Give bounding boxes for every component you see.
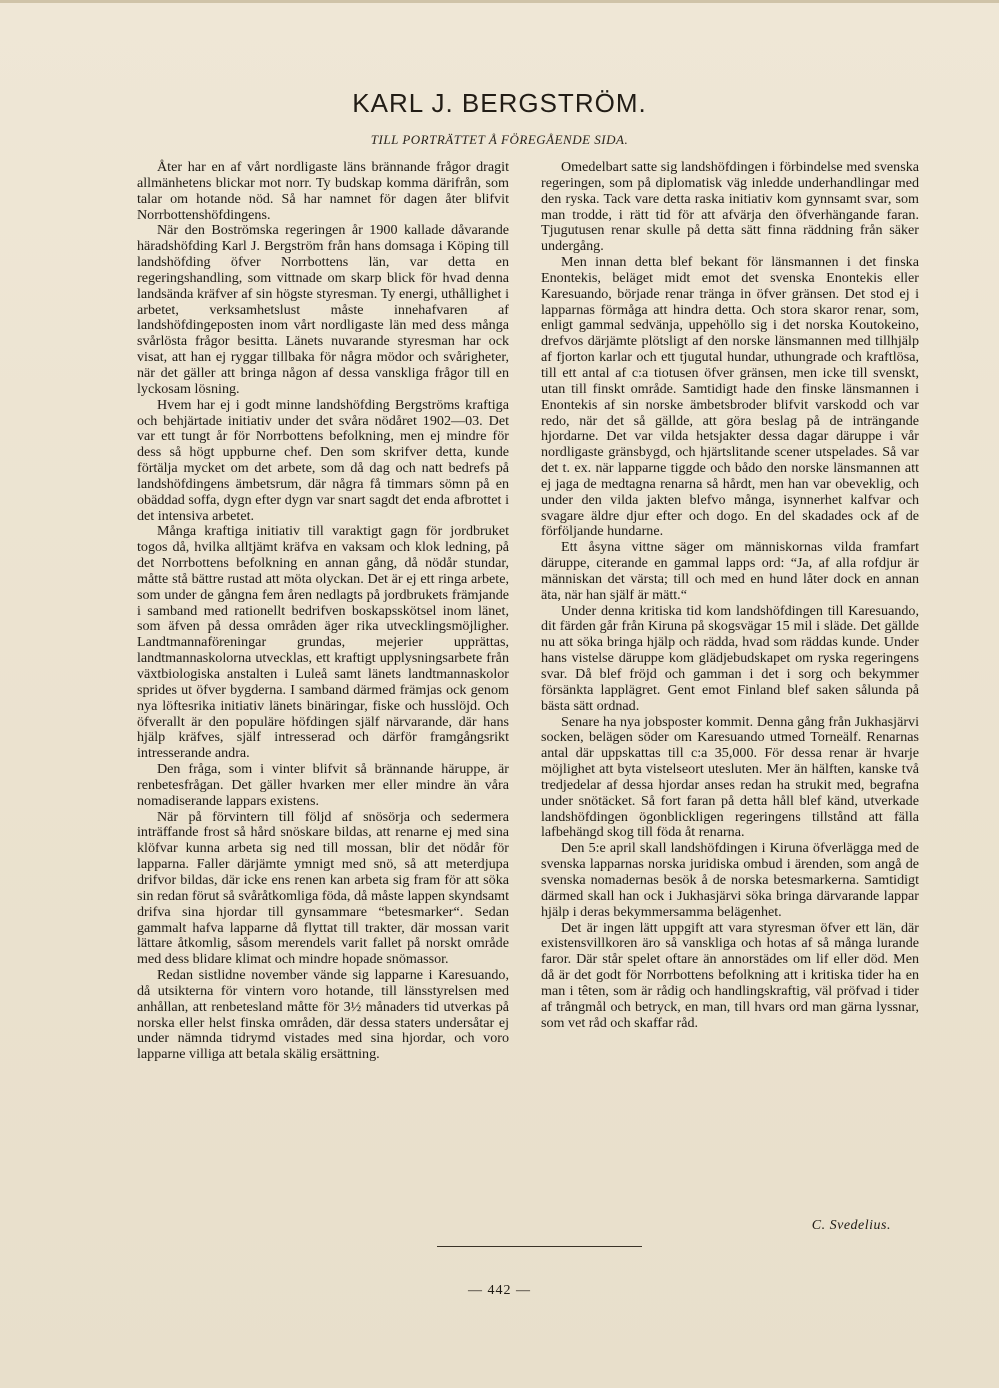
paragraph: Ett åsyna vittne säger om människornas vilda framfart däruppe, citerande en gammal lapps ord: “Ja, af alla rofdjur är människan det värsta; till och med en hund låter dock en annan äta, när han själf är mätt.“: [541, 539, 919, 603]
paragraph: Omedelbart satte sig landshöfdingen i förbindelse med svenska regeringen, som på diplomatisk väg inledde underhandlingar med den ryska. Tack vare detta raska initiativ kom gynnsamt svar, som man trodde, i rätt tid för att afvärja den öfverhängande faran. Tjugutusen renar skulle på detta sätt finna räddning från säker undergång.: [541, 159, 919, 255]
paragraph: Men innan detta blef bekant för länsmannen i det finska Enontekis, beläget midt emot det svenska Enontekis eller Karesuando, började renar tränga in öfver gränsen. Det stod ej i lapparnas förmåga att hindra detta. Och stora skaror renar, som, enligt gammal sedvänja, uppehöllo sig i det norska Koutokeino, drefvos därjämte plötsligt af den norske länsmannen med tillhjälp af fjorton karlar och ett tjugutal hundar, uthungrade och kraftlösa, till ett antal af c:a tiotusen öfver gränsen, men icke till svenskt, utan till finskt område. Samtidigt hade den finske länsmannen i Enontekis af sin norske ämbetsbroder blifvit varskodd och var redo, när det så gällde, att göra beslag på de inträngande hjordarne. Det var vilda hetsjakter dessa dagar däruppe i vår nordligaste gränsbygd, och hjärtslitande scener utspelades. Så var det t. ex. när lapparne tiggde och bådo den norske länsmannen att ej jaga de medtagna renarna så hårdt, men han var obeveklig, och under den vilda jakten blefvo många, isynnerhet kalfvar och svagare äldre djur efter och dogo. En del skadades ock af de förföljande hundarne.: [541, 254, 919, 540]
page-number: — 442 —: [468, 1283, 531, 1298]
page-top-edge: [0, 0, 999, 3]
paragraph: Många kraftiga initiativ till varaktigt gagn för jordbruket togos då, hvilka alltjämt kräfva en vaksam och klok ledning, på det Norrbottens befolkning en annan gång, då nödår stundar, måtte stå bättre rustad att möta olyckan. Det är ej ett ringa arbete, som under de gångna fem åren nedlagts på jordbrukets främjande i samband med rationellt bedrifven boskapsskötsel inom länet, som äfven på dessa områden äger rika utvecklingsmöjligher. Landtmannaföreningar grundas, mejerier upprättas, landtmannaskolorna utvecklas, ett kraftigt upplysningsarbete från växtbiologiska anstalten i Luleå samt länets landtmannaskolor sprides ut öfver bygderna. I samband därmed främjas ock genom nya löftesrika initiativ länets binäringar, fiske och husslöjd. Och öfverallt är den populäre höfdingen själf närvarande, där hans hjälp kräfves, själf intresserad och därför framgångsrikt intresserande andra.: [137, 523, 509, 762]
paragraph: När på förvintern till följd af snösörja och sedermera inträffande frost så hård snöskare bildas, att renarne ej med sina klöfvar kunna arbeta sig ned till mossan, blir det nödår för lapparna. Faller därjämte ymnigt med snö, så att meterdjupa drifvor bildas, där icke ens renen kan arbeta sig fram för att söka sin redan förut så svåråtkomliga föda, då måste lappen skyndsamt drifva sina hjordar till gynsammare “betesmarker“. Sedan gammalt hafva lapparne då flyttat till trakter, där mossan varit lättare åtkomlig, såsom merendels varit fallet på norskt område med dess blidare klimat och mindre hopade snömassor.: [137, 808, 509, 968]
paragraph: Under denna kritiska tid kom landshöfdingen till Karesuando, dit färden går från Kiruna på skogsvägar 15 mil i släde. Det gällde nu att söka bringa hjälp och rädda, hvad som räddas kunde. Under hans vistelse däruppe kom glädjebudskapet om ryska regeringens svar. Då blef fröjd och gamman i det i sorg och bekymmer försänkta lapplägret. Gent emot Finland blef saken sålunda på bästa sätt ordnad.: [541, 602, 919, 714]
paragraph: Den fråga, som i vinter blifvit så brännande häruppe, är renbetesfrågan. Det gäller hvarken mer eller mindre än våra nomadiserande lappars existens.: [137, 761, 509, 809]
article-subtitle: TILL PORTRÄTTET Å FÖREGÅENDE SIDA.: [370, 132, 629, 147]
paragraph: När den Boströmska regeringen år 1900 kallade dåvarande häradshöfding Karl J. Bergström från hans domsaga i Köping till landshöfding öfver Norrbottens län, var detta en regeringshandling, som vittnade om skarp blick för hvad denna landsända kräfver af sin högste styresman. Ty energi, uthållighet i arbetet, verksamhetslust måste innehafvaren af landshöfdingeposten inom vårt nordligaste län med dess många svårlösta frågor besitta. Länets nuvarande styresman har ock visat, att han ej ryggar tillbaka för några mödor och svårigheter, när det gäller att bringa någon af dessa vanskliga frågor till en lyckosam lösning.: [137, 222, 509, 397]
paragraph: Hvem har ej i godt minne landshöfding Bergströms kraftiga och behjärtade initiativ under det svåra nödåret 1902—03. Det var ett tungt år för Norrbottens befolkning, men ej mindre för dess så högt uppburne chef. Den som skrifver detta, kunde förtälja mycket om det arbete, som då dag och natt bedrefs på landshöfdingens ämbetsrum, där några få timmars sömn på en obäddad soffa, dygn efter dygn var snart sagdt det enda afbrottet i det intensiva arbetet.: [137, 396, 509, 524]
paragraph: Det är ingen lätt uppgift att vara styresman öfver ett län, där existensvillkoren äro så vanskliga och hotas af så många lurande faror. Där står spelet oftare än annorstädes om lif eller död. Men då är det godt för Norrbottens befolkning att i kritiska tider ha en man i têten, som är rådig och handlingskraftig, väl pröfvad i tider af trångmål och betryck, en man, till hvars ord man gärna lyssnar, som vet råd och skaffar råd.: [541, 919, 919, 1031]
article-title: KARL J. BERGSTRÖM.: [352, 88, 647, 118]
paragraph: Redan sistlidne november vände sig lapparne i Karesuando, då utsikterna för vintern voro hotande, till länsstyrelsen med anhållan, att renbetesland måtte för 3½ månaders tid utverkas på norska eller helst finska områden, där dessa staters undersåtar ej under nämnda tidrymd vistades med sina hjordar, och voro lapparne villiga att betala skälig ersättning.: [137, 967, 509, 1063]
left-column: [137, 160, 509, 1063]
paragraph: Senare ha nya jobsposter kommit. Denna gång från Jukhasjärvi socken, belägen söder om Karesuando utmed Torneälf. Renarnas antal där uppskattas till c:a 35,000. För dessa renar är hvarje möjlighet att byta vistelseort utesluten. Mer än hälften, kanske två tredjedelar af dessa hjordar anses redan ha strukit med, begrafna under snötäcket. Så fort faran på detta håll blef känd, utverkade landshöfdingen ögonblickligen regeringens tillstånd att fälla lafbehängd skog till föda åt renarna.: [541, 713, 919, 841]
divider-rule: [437, 1246, 642, 1247]
paragraph: Den 5:e april skall landshöfdingen i Kiruna öfverlägga med de svenska lapparnas norska juridiska ombud i ärenden, som angå de svenska nomadernas besök å de norska betesmarkerna. Samtidigt därmed skall han ock i Jukhasjärvi söka bringa därvarande lappar hjälp i deras bekymmersamma belägenhet.: [541, 840, 919, 920]
author-signature: C. Svedelius.: [811, 1218, 891, 1233]
right-column: [541, 160, 919, 1031]
paragraph: Åter har en af vårt nordligaste läns brännande frågor dragit allmänhetens blickar mot norr. Ty budskap komma därifrån, som talar om hotande nöd. Så har namnet för dagen åter blifvit Norrbottenshöfdingens.: [137, 159, 509, 223]
